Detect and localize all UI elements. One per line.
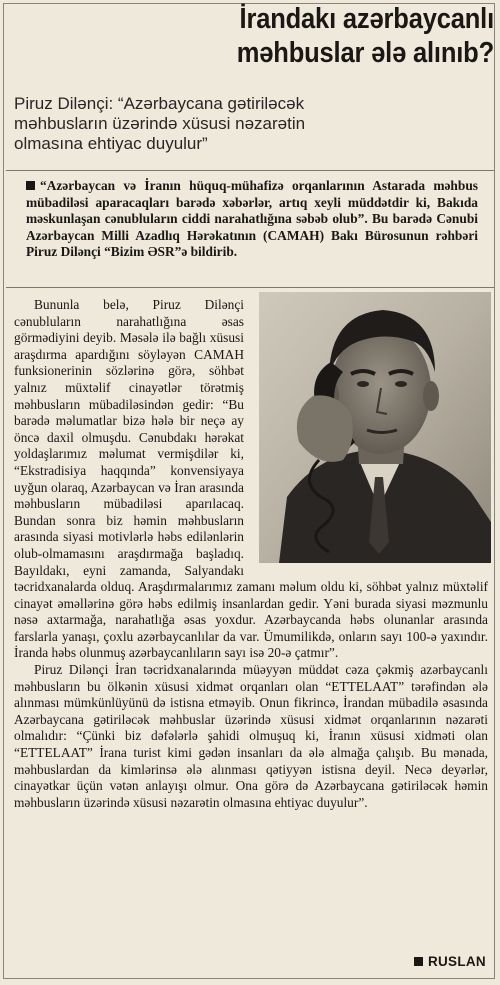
lead-paragraph	[26, 178, 478, 261]
headline-line-2: məhbuslar ələ alınıb?	[236, 37, 494, 69]
lead-text: “Azərbaycan və İranın hüquq-mühafizə orqanlarının Astarada məhbus mübadiləsi aparacaqları barədə xəbərlər, artıq xeyli müddətdir ki, Bakıda məskunlaşan cənubluların ciddi narahatlığına səbəb olub”. Bu barədə Cənubi Azərbaycan Milli Azadlıq Hərəkatının (CAMAH) Bakı Bürosunun rəhbəri Piruz Dilənçi “Bizim ƏSR”ə bildirib.	[26, 178, 478, 259]
byline-text: RUSLAN	[427, 954, 486, 969]
article-body	[14, 297, 488, 811]
article-paragraph-2: Piruz Dilənçi İran təcridxanalarında müəyyən müddət cəza çəkmiş azərbaycanlı məhbusların bu ölkənin xüsusi xidmət orqanları olan “ETTELAAT” tərəfindən ələ alınması mümkünlüyünü də istisna etməyib. Onun fikrincə, İrandan mübadilə əsasında Azərbaycana gətiriləcək məhbuslar üzərində xüsusi xidmət orqanlarının nəzarəti olmalıdır: “Çünki biz dəfələrlə şahidi olmuşuq ki, İranın xüsusi xidməti olan “ETTELAAT” İrana turist kimi gədən insanları da ələ almağa çalışıb. Bu mənada, məhbuslardan da kimlərinsə ələ alınması qətiyyən istisna deyil. Necə deyərlər, cinayətkar üçün vətən anlayışı olmur. Ona görə də Azərbaycana gətiriləcək həmin məhbusların üzərində xüsusi nəzarətin olmasına ehtiyac duyulur”.	[14, 662, 488, 810]
byline	[414, 954, 486, 969]
headline-line-1: İrandakı azərbaycanlı	[239, 3, 494, 35]
photo-float-space	[250, 297, 488, 565]
subtitle: Piruz Dilənçi: “Azərbaycana gətiriləcək məhbusların üzərində xüsusi nəzarətin olmasına ehtiyac duyulur”	[14, 94, 306, 153]
bullet-square-icon	[26, 181, 35, 190]
headline	[211, 2, 494, 70]
bullet-square-icon	[414, 957, 423, 966]
article-paragraph-1: Bununla belə, Piruz Dilənçi cənubluların narahatlığına əsas görmədiyini deyib. Məsələ ilə bağlı xüsusi araşdırma apardığını söyləyən CAMAH funksionerinin sözlərinə görə, söhbət yalnız müxtəlif cinayətlər törətmiş məhbusların mübadiləsindən gedir: “Bu barədə məlumatlar bizə hələ bir neçə ay öncə daxil olmuşdu. Cənubdakı hərəkat yoldaşlarımız məlumat vermişdilər ki, “Ekstradisiya haqqında” konvensiyaya uyğun olaraq, Azərbaycan və İran arasında məhbusların mübadiləsi aparılacaq. Bundan sonra biz həmin məhbusların arasında siyasi motivlərlə həbs edilənlərin olub-olmamasını araşdırmağa başladıq. Bayıldakı, eyni zamanda, Salyandakı təcridxanalarda olduq. Araşdırmalarımız zamanı məlum oldu ki, söhbət yalnız müxtəlif cinayət əməllərinə görə həbs edilmiş insanlardan gedir. Yəni burada siyasi məzmunlu nəsə axtarmağa, narahatlığa əsas yoxdur. Azərbaycanda həbs olunanlar arasında farslarla yanaşı, çoxlu azərbaycanlılar da var. Ümumilikdə, onların sayı 100-ə yaxındır. İranda həbs olunmuş azərbaycanlıların sayı isə 20-ə çatmır”.	[14, 297, 488, 661]
